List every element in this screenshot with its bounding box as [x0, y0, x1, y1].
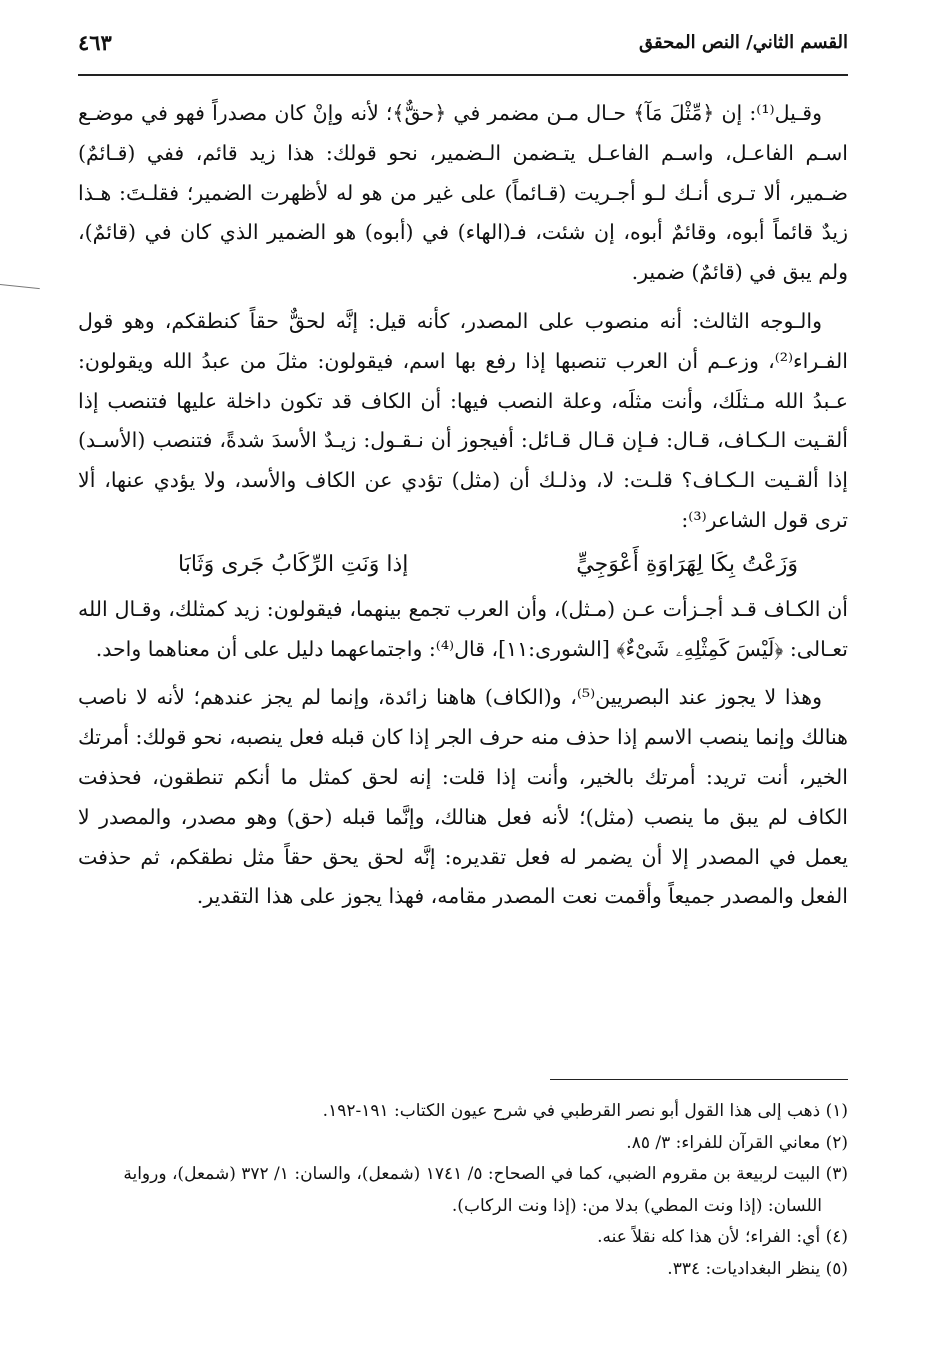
paragraph-1: وقـيل⁽¹⁾: إن ﴿مِّثْلَ مَآ﴾ حـال مـن مضمر في ﴿حقٌّ﴾؛ لأنه وإنْ كان مصدراً فهو في موضـع اسـم الفاعـل، واسـم الفاعـل يتـضمن الـضمير، نحو قولك: هذا زيد قائم، ففي (قـائمٌ) ضـمير، ألا تـرى أنـك لـو أجـريت (قـائماً) على غير من هو له لأظهرت الضمير؛ فقلـتَ: هـذا زيدٌ قائماً أبوه، وقائمٌ أبوه، إن شئت، فـ(الهاء) في (أبوه) هو الضمير الذي كان في (قائمٌ)، ولم يبق في (قائمٌ) ضمير. [78, 101, 848, 285]
footnote-1: (١) ذهب إلى هذا القول أبو نصر القرطبي في شرح عيون الكتاب: ١٩١-١٩٢. [322, 1101, 848, 1121]
verse-second-hemistich: إذا وَنَتِ الرِّكَابُ جَرى وَثَابَا [178, 551, 409, 577]
footnote-divider [550, 1079, 848, 1080]
footnotes [78, 1096, 848, 1285]
footnote-2: (٢) معاني القرآن للفراء: ٣/ ٨٥. [626, 1132, 848, 1153]
page-header [78, 30, 848, 76]
page-number: ٤٦٣ [78, 30, 112, 55]
main-text [78, 94, 848, 917]
running-title: القسم الثاني/ النص المحقق [638, 32, 848, 53]
paragraph-2: والـوجه الثالث: أنه منصوب على المصدر، كأنه قيل: إنَّه لحقٌّ حقاً كنطقكم، وهو قول الفـراء⁽²⁾، وزعـم أن العرب تنصبها إذا رفع بها اسم، فيقولون: مثلَ من عبدُ الله ويقولون: عـبدُ الله مـثلَك، وأنت مثلَه، وعلة النصب فيها: أن الكاف قد تكون داخلة عليها فتنصب إذا ألقـيت الـكـاف، قـال: فـإن قـال قـائل: أفيجوز أن نـقـول: زيـدٌ الأسدَ شدةً، فتنصب (الأسـد) إذا ألقـيت الـكـاف؟ قلـت: لا، وذلـك أن (مثل) تؤدي عن الكاف والأسد، ولا يؤدي عنها، ألا ترى قول الشاعر⁽³⁾: [78, 308, 848, 532]
poetry-verse [78, 542, 848, 587]
footnote-4: (٤) أي: الفراء؛ لأن هذا كله نقلاً عنه. [597, 1227, 848, 1247]
margin-pencil-mark [0, 284, 40, 289]
footnote-3: (٣) البيت لربيعة بن مقروم الضبي، كما في الصحاح: ٥/ ١٧٤١ (شمعل)، والسان: ١/ ٣٧٢ (شمعل)، ورواية [123, 1164, 848, 1184]
paragraph-4: وهذا لا يجوز عند البصريين⁽⁵⁾، و(الكاف) هاهنا زائدة، وإنما لم يجز عندهم؛ لأنه لا ناصب هنالك وإنما ينصب الاسم إذا حذف منه حرف الجر إذا كان قبله فعل ينصبه، نحو قولك: أمرتك الخير، أنت تريد: أمرتك بالخير، وأنت إذا قلت: إنه لحق كمثل ما أنكم تنطقون، فحذفت الكاف لم يبق ما ينصب (مثل)؛ لأنه فعل هنالك، وإنَّما قبله (حق) وهو مصدر، والمصدر لا يعمل في المصدر إلا أن يضمر له فعل تقديره: إنَّه لحق يحق حقاً مثل نطقكم، ثم حذفت الفعل والمصدر جميعاً وأقمت نعت المصدر مقامه، فهذا يجوز على هذا التقدير. [78, 685, 848, 909]
footnote-3-continuation: اللسان: (إذا ونت المطي) بدلا من: (إذا ونت الركاب). [451, 1195, 822, 1216]
verse-first-hemistich: وَزَعْتُ بِكَا لِهَرَاوَةِ أَعْوَجِيٍّ [576, 551, 798, 577]
paragraph-3: أن الكـاف قـد أجـزأت عـن (مـثل)، وأن العرب تجمع بينهما، فيقولون: زيد كمثلك، وقـال الله تعـالى: ﴿لَيْسَ كَمِثْلِهِۦ شَىْءٌ﴾ [الشورى:١١]، قال⁽⁴⁾: واجتماعهما دليل على أن معناهما واحد. [78, 596, 848, 661]
footnote-5: (٥) ينظر البغداديات: ٣٣٤. [667, 1258, 848, 1279]
